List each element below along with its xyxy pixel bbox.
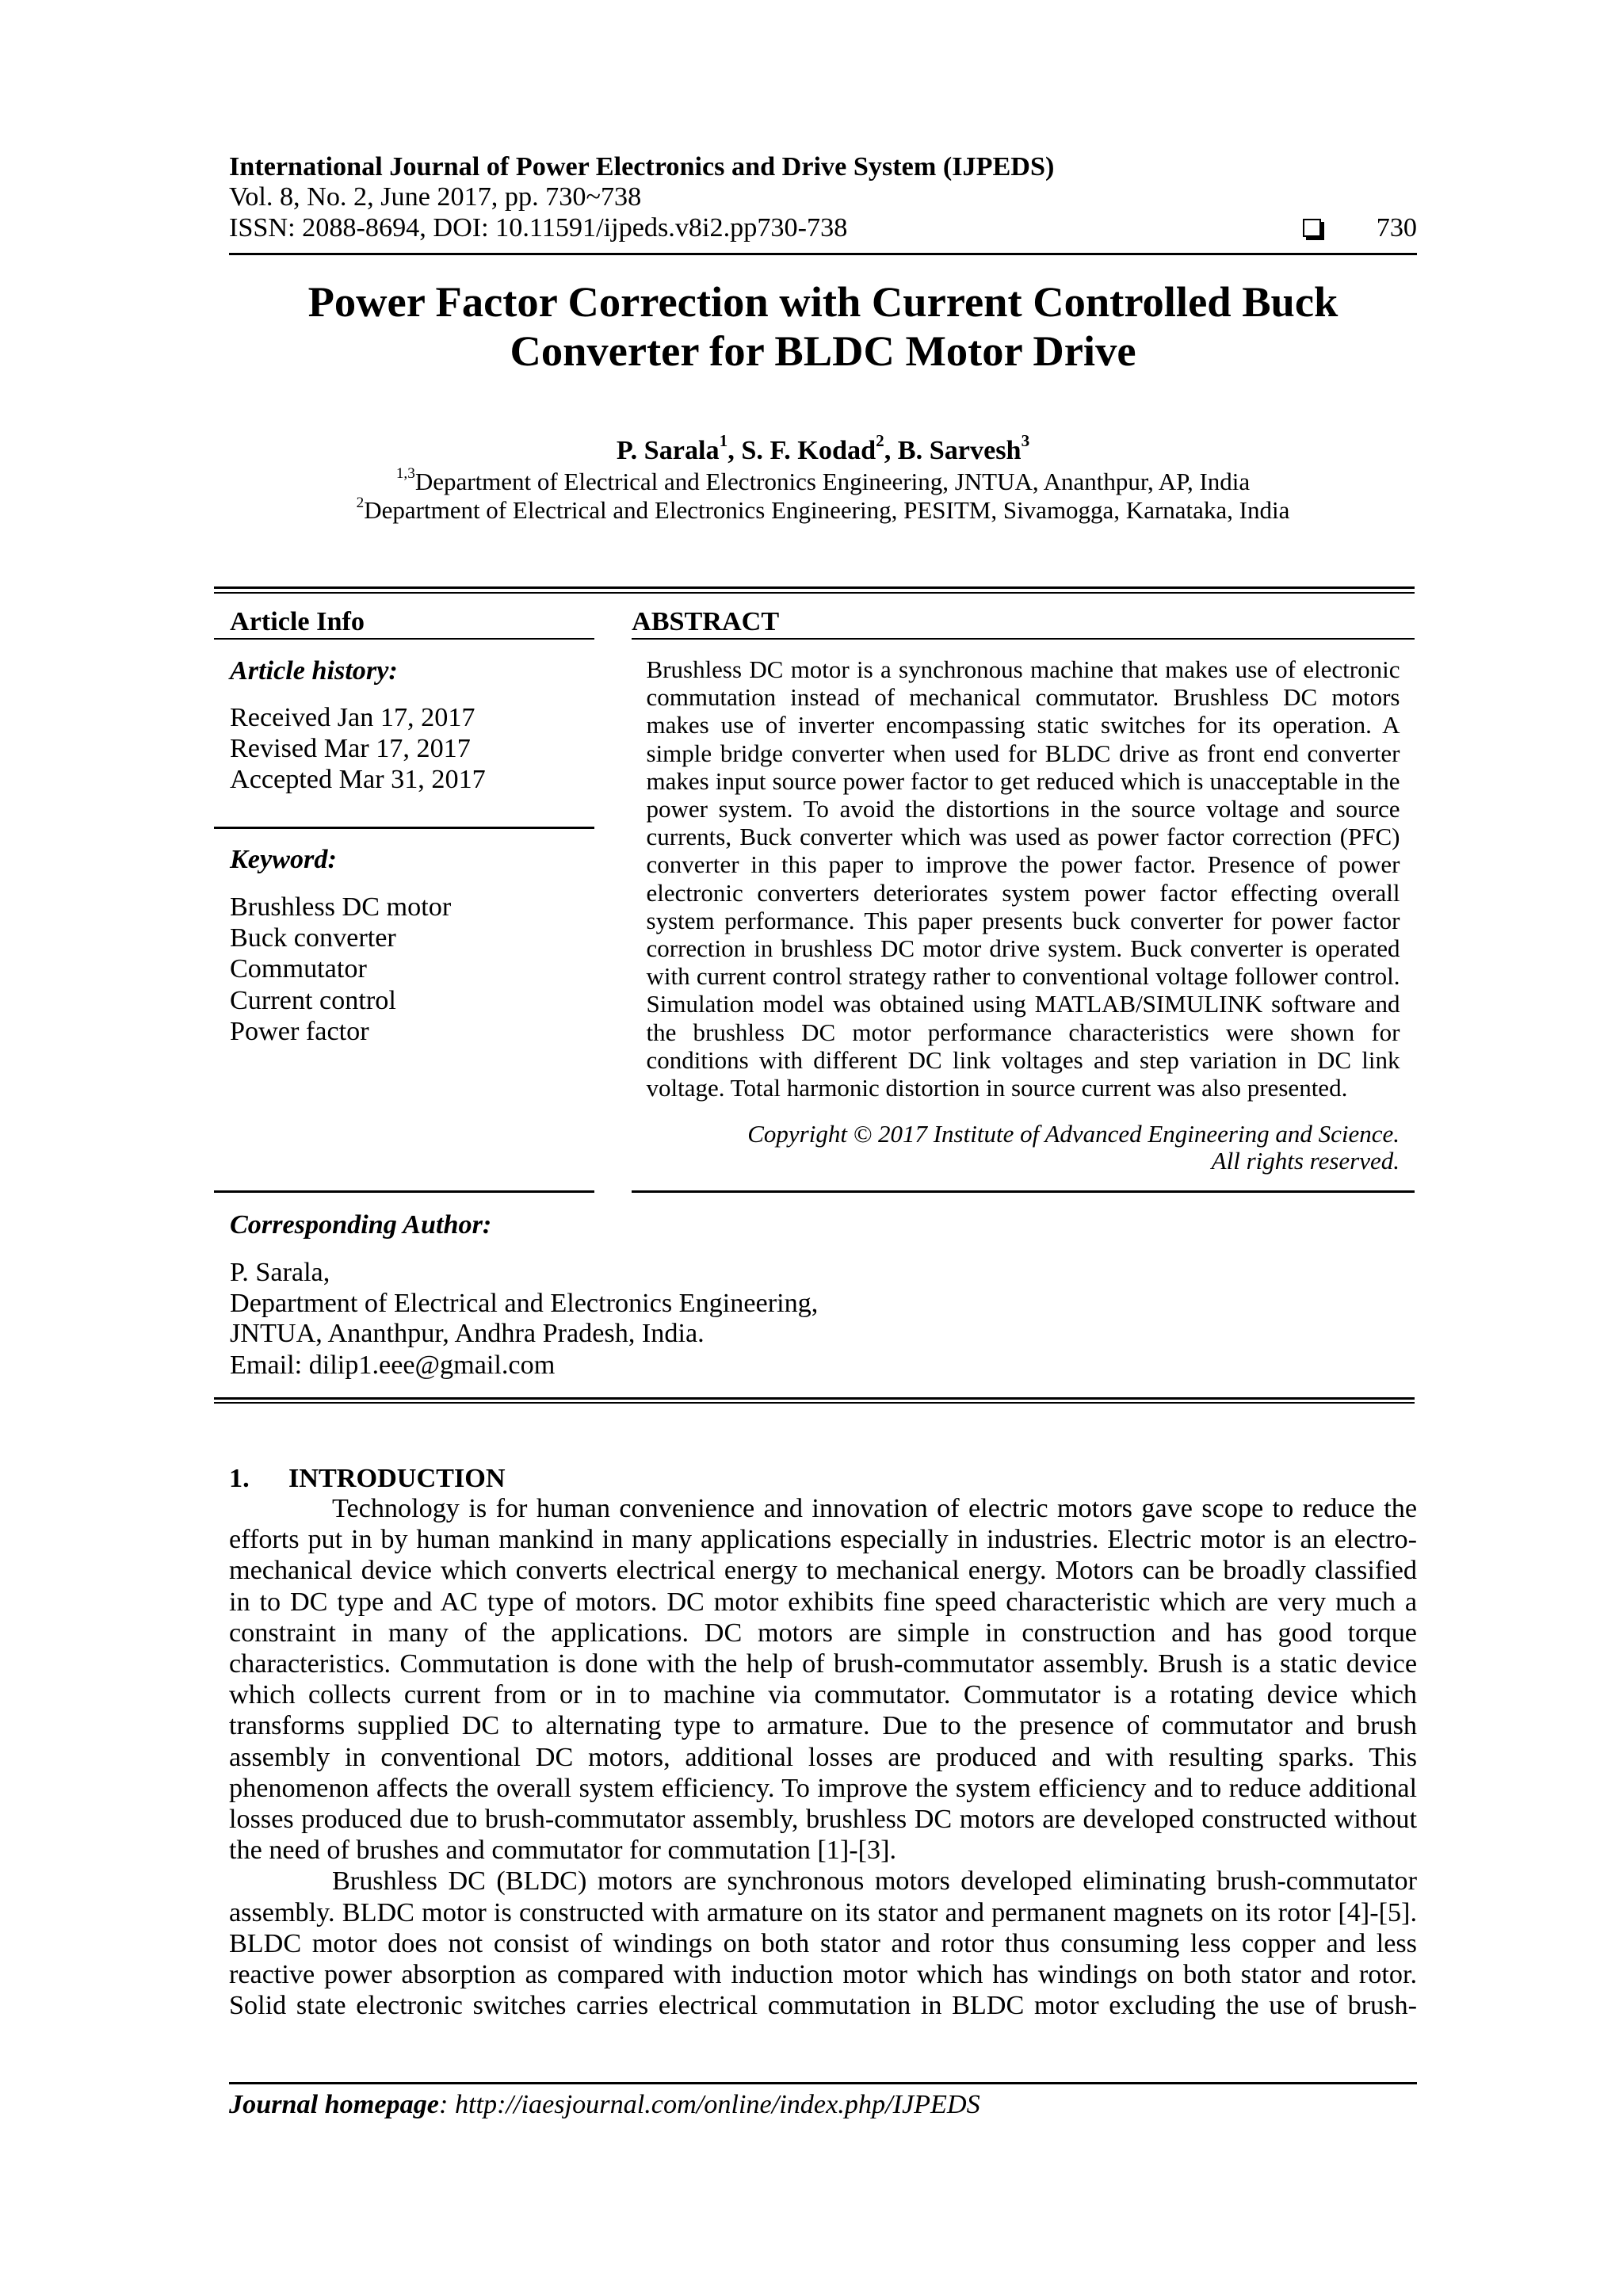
- body-text-line: transforms supplied DC to alternating type to armature. Due to the presence of commutator and brush: [229, 1711, 1417, 1741]
- affiliation-mark: 2: [356, 494, 365, 511]
- footer-separator: :: [439, 2089, 449, 2119]
- issn-doi: ISSN: 2088-8694, DOI: 10.11591/ijpeds.v8i2.pp730-738: [229, 212, 848, 243]
- author-separator: ,: [884, 436, 898, 465]
- affiliation-text: Department of Electrical and Electronics Engineering, PESITM, Sivamogga, Karnataka, India: [364, 496, 1290, 524]
- body-text-line: mechanical device which converts electrical energy to mechanical energy. Motors can be broadly classified: [229, 1556, 1417, 1586]
- keyword-label: Keyword:: [230, 844, 337, 874]
- corresponding-author-address: JNTUA, Ananthpur, Andhra Pradesh, India.: [230, 1319, 705, 1348]
- info-box-top-rule-inner: [214, 592, 1415, 594]
- info-box-bottom-rule: [214, 1397, 1415, 1400]
- keyword-item: Current control: [230, 985, 396, 1015]
- section-number: 1.: [229, 1463, 250, 1493]
- corresponding-author-heading: Corresponding Author:: [230, 1209, 492, 1240]
- article-info-bottom-rule: [214, 1190, 594, 1193]
- body-text-line: Solid state electronic switches carries electrical commutation in BLDC motor excluding the use of brush-: [229, 1991, 1417, 2021]
- body-text-line: the need of brushes and commutator for commutation [1]-[3].: [229, 1836, 897, 1866]
- abstract-line: voltage. Total harmonic distortion in source current was also presented.: [646, 1074, 1348, 1102]
- abstract-rule: [632, 638, 1415, 640]
- body-text-line: assembly. BLDC motor is constructed with armature on its stator and permanent magnets on its rotor [4]-[5].: [229, 1897, 1417, 1927]
- keyword-item: Brushless DC motor: [230, 892, 452, 922]
- article-info-heading: Article Info: [230, 606, 365, 636]
- section-heading: INTRODUCTION: [288, 1463, 506, 1493]
- abstract-line: commutation instead of mechanical commutator. Brushless DC motors: [646, 683, 1400, 712]
- author-list: [229, 431, 1417, 466]
- journal-name: International Journal of Power Electronics and Drive System (IJPEDS): [229, 152, 1055, 181]
- body-text-line: BLDC motor does not consist of windings on both stator and rotor thus consuming less copper and less: [229, 1928, 1417, 1958]
- corresponding-author-department: Department of Electrical and Electronics Engineering,: [230, 1288, 819, 1318]
- keyword-item: Commutator: [230, 954, 367, 984]
- author-affiliation-mark: 2: [876, 431, 884, 451]
- abstract-line: simple bridge converter when used for BLDC drive as front end converter: [646, 739, 1400, 767]
- abstract-bottom-rule: [632, 1190, 1415, 1193]
- affiliation-mark: 1,3: [395, 465, 415, 483]
- abstract-line: the brushless DC motor performance characteristics were shown for: [646, 1018, 1400, 1046]
- affiliation-text: Department of Electrical and Electronics Engineering, JNTUA, Ananthpur, AP, India: [414, 467, 1251, 495]
- body-text-line: phenomenon affects the overall system efficiency. To improve the system efficiency and to reduce additional: [229, 1773, 1417, 1803]
- header-rule: [229, 253, 1417, 255]
- body-text-line: characteristics. Commutation is done with the help of brush-commutator assembly. Brush is a static device: [229, 1649, 1417, 1679]
- abstract-line: Brushless DC motor is a synchronous machine that makes use of electronic: [646, 655, 1400, 683]
- body-text-line: Brushless DC (BLDC) motors are synchronous motors developed eliminating brush-commutator: [332, 1866, 1417, 1897]
- body-text-line: assembly in conventional DC motors, additional losses are produced and with resulting sparks. This: [229, 1742, 1417, 1772]
- author-name: P. Sarala: [616, 436, 720, 465]
- keyword-item: Power factor: [230, 1016, 369, 1046]
- abstract-heading: ABSTRACT: [632, 606, 780, 636]
- author-separator: ,: [727, 436, 742, 465]
- corresponding-author-email[interactable]: Email: dilip1.eee@gmail.com: [230, 1350, 556, 1380]
- affiliation-line: [229, 465, 1417, 496]
- square-box-icon: [1303, 219, 1321, 237]
- paper-title-line: Power Factor Correction with Current Controlled Buck: [307, 277, 1338, 326]
- abstract-line: currents, Buck converter which was used as power factor correction (PFC): [646, 823, 1400, 851]
- paper-title-line: Converter for BLDC Motor Drive: [510, 327, 1136, 375]
- footer: [229, 2089, 980, 2120]
- body-text-line: constraint in many of the applications. DC motors are simple in construction and has good torque: [229, 1618, 1417, 1648]
- author-affiliation-mark: 3: [1021, 431, 1030, 451]
- abstract-line: electronic converters deteriorates system power factor effecting overall: [646, 878, 1400, 907]
- copyright-notice: Copyright © 2017 Institute of Advanced Engineering and Science.: [747, 1119, 1400, 1148]
- author-name: S. F. Kodad: [741, 436, 876, 465]
- affiliation-line: [229, 496, 1417, 525]
- abstract-line: with current control strategy rather to conventional voltage follower control.: [646, 962, 1400, 991]
- keyword-item: Buck converter: [230, 923, 396, 953]
- body-text-line: losses produced due to brush-commutator assembly, brushless DC motors are developed constructed without: [229, 1805, 1417, 1834]
- abstract-line: makes input source power factor to get reduced which is unacceptable in the: [646, 766, 1400, 795]
- volume-info: Vol. 8, No. 2, June 2017, pp. 730~738: [229, 182, 642, 212]
- article-history-label: Article history:: [230, 656, 398, 686]
- body-text-line: reactive power absorption as compared with induction motor which has windings on both stator and rotor.: [229, 1960, 1417, 1989]
- info-box-top-rule: [214, 586, 1415, 589]
- body-text-line: which collects current from or in to machine via commutator. Commutator is a rotating device which: [229, 1680, 1417, 1710]
- abstract-line: system performance. This paper presents buck converter for power factor: [646, 906, 1400, 934]
- page-number: 730: [1376, 212, 1417, 243]
- corresponding-author-name: P. Sarala,: [230, 1257, 330, 1287]
- info-box-bottom-rule-inner: [214, 1402, 1415, 1404]
- article-history-entry: Revised Mar 17, 2017: [230, 733, 471, 763]
- footer-homepage-label: Journal homepage: [229, 2089, 439, 2119]
- body-text-line: Technology is for human convenience and innovation of electric motors gave scope to reduce the: [332, 1494, 1417, 1523]
- rights-notice: All rights reserved.: [1211, 1147, 1400, 1175]
- abstract-line: correction in brushless DC motor drive system. Buck converter is operated: [646, 934, 1400, 962]
- abstract-line: power system. To avoid the distortions in the source voltage and source: [646, 795, 1400, 823]
- author-name: B. Sarvesh: [897, 436, 1022, 465]
- keyword-divider-rule: [214, 827, 594, 829]
- author-affiliation-mark: 1: [719, 431, 728, 451]
- abstract-line: converter in this paper to improve the power factor. Presence of power: [646, 850, 1400, 879]
- abstract-line: Simulation model was obtained using MATLAB/SIMULINK software and: [646, 990, 1400, 1018]
- body-text-line: efforts put in by human mankind in many applications especially in industries. Electric motor is an electro-: [229, 1525, 1417, 1555]
- journal-homepage-link[interactable]: http://iaesjournal.com/online/index.php/IJPEDS: [454, 2089, 980, 2119]
- abstract-line: conditions with different DC link voltages and step variation in DC link: [646, 1045, 1400, 1074]
- article-history-entry: Received Jan 17, 2017: [230, 702, 475, 732]
- article-history-entry: Accepted Mar 31, 2017: [230, 764, 486, 794]
- footer-rule: [229, 2082, 1417, 2084]
- abstract-line: makes use of inverter encompassing static switches for its operation. A: [646, 711, 1400, 739]
- body-text-line: in to DC type and AC type of motors. DC motor exhibits fine speed characteristic which are very much a: [229, 1587, 1417, 1617]
- article-info-rule: [214, 638, 594, 640]
